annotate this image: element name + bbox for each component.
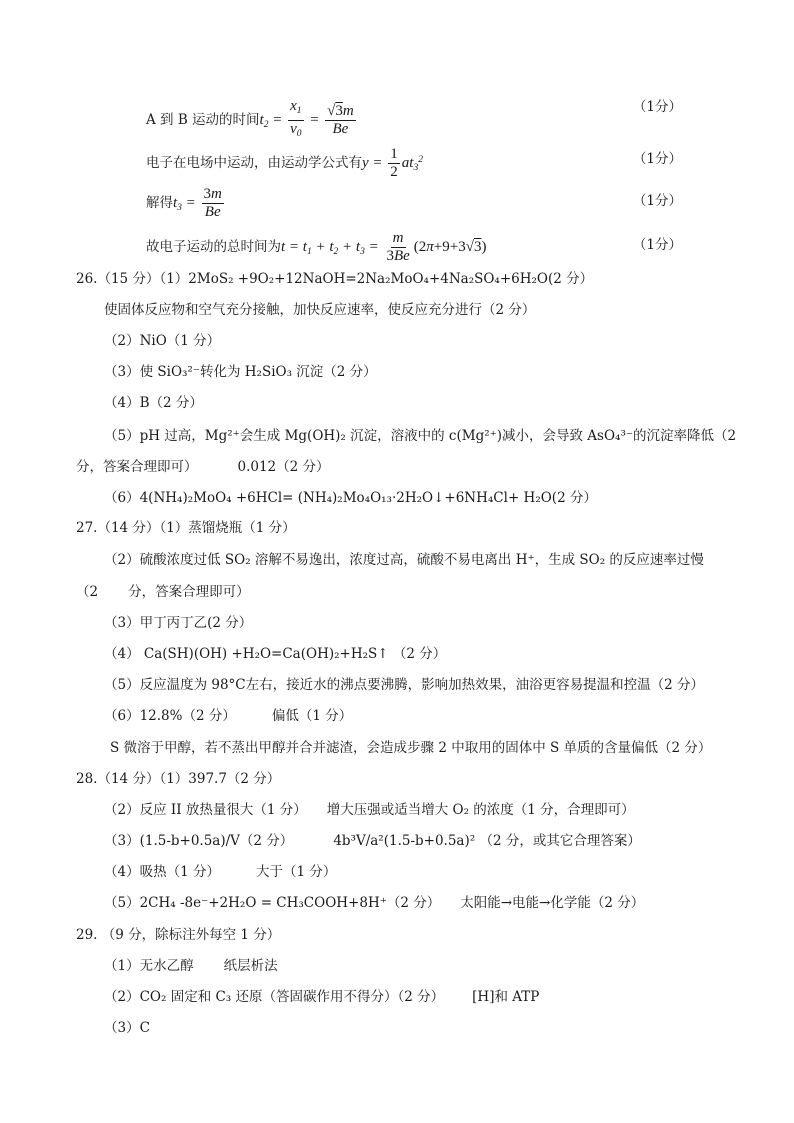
q27-line-2-b: 分，答案合理即可） <box>128 584 250 600</box>
physics-eq-1: $t_2$ = $\frac{x_1}{v_0}$ = $\frac{√3m}{Be}$ <box>259 98 354 139</box>
q27-line-2-a: （2 <box>76 584 99 600</box>
physics-score-4: （1分） <box>632 237 682 253</box>
q28-line-4-a: （5）2CH₄ -8e⁻+2H₂O = CH₃COOH+8H⁺（2 分） <box>104 895 441 911</box>
physics-score-2: （1分） <box>632 151 682 167</box>
q29-line-1 <box>104 957 278 975</box>
q26-line-7: （6）4(NH₄)₂MoO₄ +6HCl= (NH₄)₂Mo₄O₁₃·2H₂O↓+6NH₄Cl+ H₂O(2 分） <box>104 490 597 506</box>
physics-line-3 <box>146 186 226 221</box>
q26-line-2: （2）NiO（1 分） <box>104 333 221 349</box>
q29-line-2-b: [H]和 ATP <box>472 989 540 1005</box>
q26-line-6-b: 0.012（2 分） <box>237 459 330 475</box>
q27-line-6-a: （6）12.8%（2 分） <box>104 708 236 724</box>
q27-line-4: （4） Ca(SH)(OH) +H₂O=Ca(OH)₂+H₂S↑ （2 分） <box>104 646 447 662</box>
physics-line-4-text: 故电子运动的总时间为 <box>146 238 281 255</box>
physics-line-1 <box>146 98 358 143</box>
q27-line-3: （3）甲丁丙丁乙(2 分） <box>104 615 253 631</box>
q28-line-1-b: 增大压强或适当增大 O₂ 的浓度（1 分，合理即可） <box>326 802 635 818</box>
physics-score-1: （1分） <box>632 99 682 115</box>
q27-line-7: S 微溶于甲醇，若不蒸出甲醇并合并滤渣，会造成步骤 2 中取用的固体中 S 单质的含量偏低（2 分） <box>110 740 712 756</box>
q29-header: 29. （9 分，除标注外每空 1 分） <box>76 927 281 943</box>
q29-line-2 <box>104 988 539 1006</box>
q27-line-2 <box>76 583 250 601</box>
physics-line-2-text: 电子在电场中运动，由运动学公式有 <box>146 154 362 171</box>
q28-line-3-a: （4）吸热（1 分） <box>104 864 220 880</box>
q26-line-4: （4）B（2 分） <box>104 395 203 411</box>
q26-line-6 <box>76 458 330 476</box>
q28-header: 28.（14 分）（1）397.7（2 分） <box>76 771 281 787</box>
q26-line-5: （5）pH 过高，Mg²⁺会生成 Mg(OH)₂ 沉淀，溶液中的 c(Mg²⁺)减小，会导致 AsO₄³⁻的沉淀率降低（2 <box>104 428 737 444</box>
physics-line-2 <box>146 146 423 181</box>
physics-eq-4: $t = t_1 + t_2 + t_3$ = $\frac{m}{3Be}$ (2π+9+3√3) <box>281 230 487 264</box>
q28-line-1 <box>104 801 635 819</box>
q26-header: 26.（15 分）（1）2MoS₂ +9O₂+12NaOH=2Na₂MoO₄+4Na₂SO₄+6H₂O(2 分） <box>76 271 594 287</box>
q27-line-5: （5）反应温度为 98°C左右，接近水的沸点要沸腾，影响加热效果，油浴更容易提温和控温（2 分） <box>104 677 705 693</box>
q26-line-1: 使固体反应物和空气充分接触，加快反应速率，使反应充分进行（2 分） <box>104 302 536 318</box>
q27-header: 27.（14 分）（1）蒸馏烧瓶（1 分） <box>76 520 296 536</box>
q29-line-1-a: （1）无水乙醇 <box>104 958 194 974</box>
q28-line-2-a: （3）(1.5-b+0.5a)/V（2 分） <box>104 833 294 849</box>
q26-line-3: （3）使 SiO₃²⁻转化为 H₂SiO₃ 沉淀（2 分） <box>104 364 377 380</box>
q28-line-2 <box>104 832 641 850</box>
physics-line-1-text: A 到 B 运动的时间 <box>146 111 260 128</box>
q29-line-2-a: （2）CO₂ 固定和 C₃ 还原（答固碳作用不得分）（2 分） <box>104 989 445 1005</box>
q28-line-4-b: 太阳能→电能→化学能（2 分） <box>460 895 645 911</box>
physics-eq-3: $t_3$ = $\frac{3m}{Be}$ <box>173 186 222 220</box>
q27-line-6-b: 偏低（1 分） <box>271 708 353 724</box>
q29-line-3: （3）C <box>104 1020 150 1036</box>
q28-line-2-b: 4b³V/a²(1.5-b+0.5a)² （2 分，或其它合理答案） <box>333 833 641 849</box>
physics-score-3: （1分） <box>632 193 682 209</box>
physics-line-4 <box>146 230 486 265</box>
q28-line-4 <box>104 894 644 912</box>
q29-line-1-b: 纸层析法 <box>223 958 278 974</box>
physics-eq-2: y = $\frac{1}{2}$ $at_3^2$ <box>362 146 423 180</box>
q26-line-6-a: 分，答案合理即可） <box>76 459 198 475</box>
q28-line-3-b: 大于（1 分） <box>255 864 337 880</box>
q27-line-6 <box>104 707 352 725</box>
q28-line-1-a: （2）反应 II 放热量很大（1 分） <box>104 802 307 818</box>
physics-line-3-text: 解得 <box>146 194 173 211</box>
q28-line-3 <box>104 863 336 881</box>
q27-line-1: （2）硫酸浓度过低 SO₂ 溶解不易逸出，浓度过高，硫酸不易电离出 H⁺，生成 SO₂ 的反应速率过慢 <box>104 552 704 568</box>
